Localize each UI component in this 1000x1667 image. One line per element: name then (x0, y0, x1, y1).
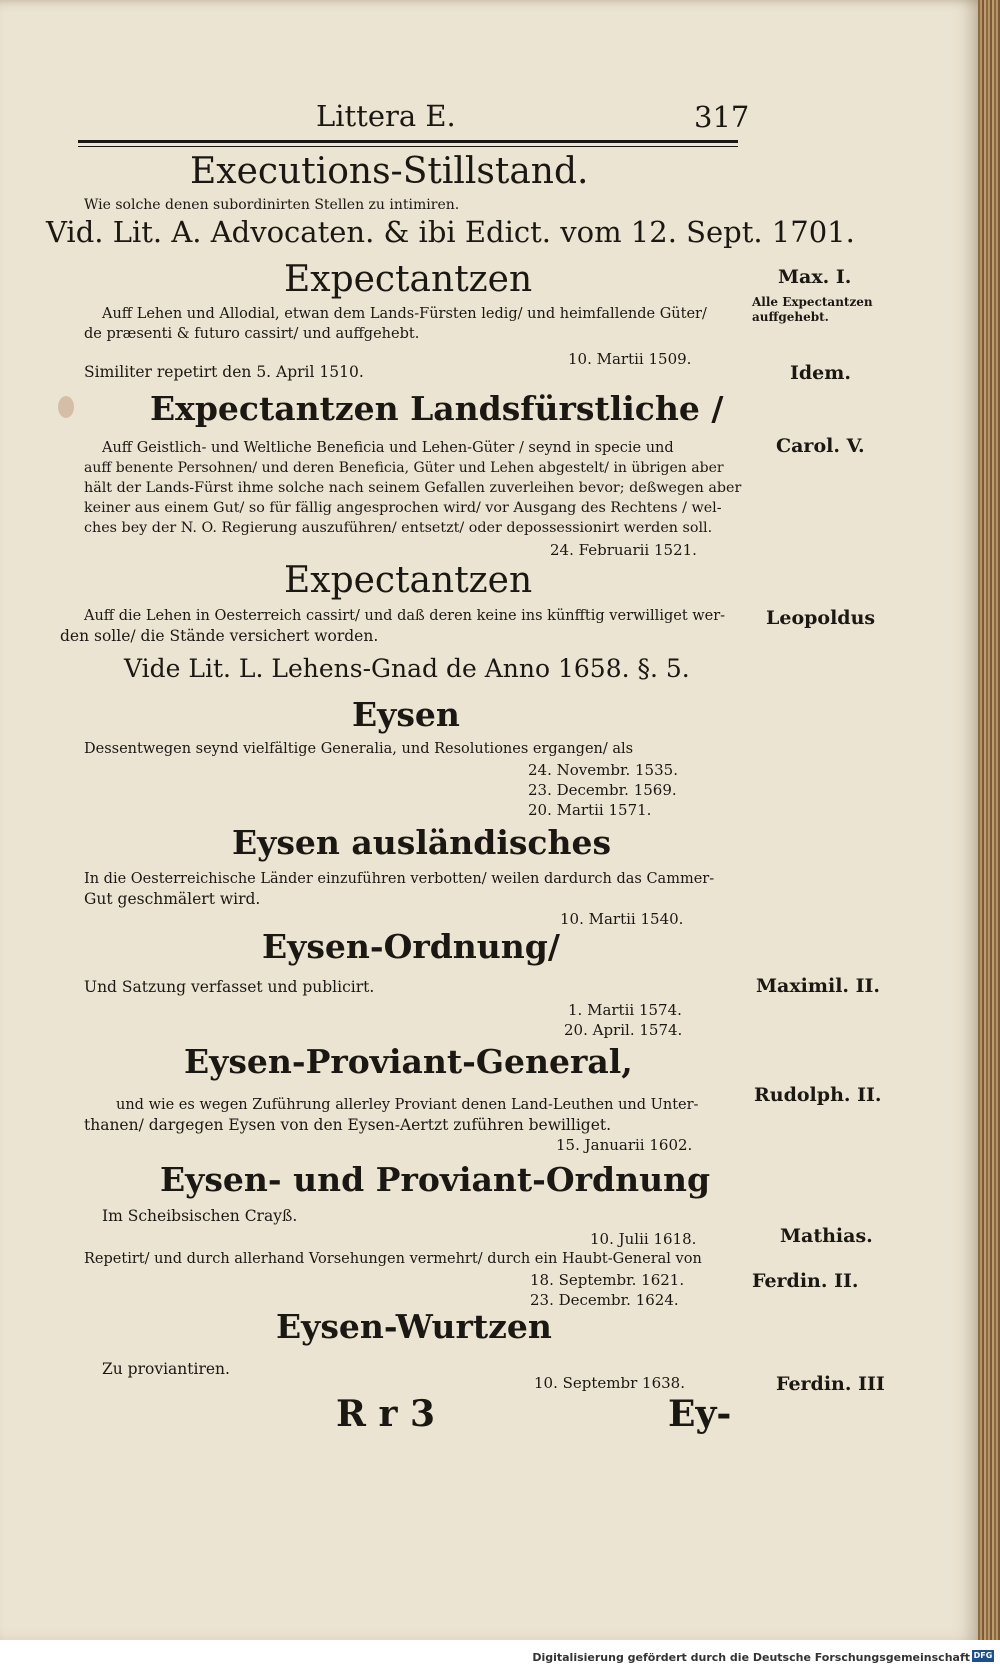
header-rule (78, 140, 738, 143)
text-line-large: Vid. Lit. A. Advocaten. & ibi Edict. vom 12. Sept. 1701. (46, 215, 855, 249)
text-line: thanen/ dargegen Eysen von den Eysen-Aertzt zuführen bewilliget. (84, 1116, 612, 1134)
heading-eysen-ordnung: Eysen-Ordnung/ (262, 927, 560, 966)
text-line: Dessentwegen seynd vielfältige Generalia, und Resolutiones ergangen/ als (84, 741, 634, 757)
text-line: den solle/ die Stände versichert worden. (60, 627, 379, 645)
date: 23. Decembr. 1569. (528, 781, 677, 799)
text-line: Repetirt/ und durch allerhand Vorsehungen vermehrt/ durch ein Haubt-General von (84, 1251, 702, 1267)
text-line: Auff die Lehen in Oesterreich cassirt/ und daß deren keine ins künfftig verwilliget wer- (84, 608, 726, 624)
heading-executions-stillstand: Executions-Stillstand. (190, 151, 589, 192)
paper-stain (58, 396, 74, 418)
margin-ruler: Carol. V. (776, 435, 865, 457)
date: 20. Martii 1571. (528, 801, 652, 819)
text-line: Similiter repetirt den 5. April 1510. (84, 363, 364, 381)
text-line: Wie solche denen subordinirten Stellen zu intimiren. (84, 197, 460, 213)
page-edge (978, 0, 1000, 1640)
text-line: ches bey der N. O. Regierung auszuführen/ entsetzt/ oder depossessionirt werden soll. (84, 520, 713, 536)
footer-credit: Digitalisierung gefördert durch die Deutsche Forschungsgemeinschaft (532, 1651, 970, 1664)
heading-eysen-auslaendisches: Eysen ausländisches (232, 823, 612, 862)
cross-reference: Vide Lit. L. Lehens-Gnad de Anno 1658. §. 5. (124, 654, 690, 683)
heading-expectantzen: Expectantzen (284, 259, 533, 300)
date: 10. Julii 1618. (590, 1230, 697, 1248)
margin-ruler: Ferdin. III (776, 1373, 885, 1395)
text-line: Im Scheibsischen Crayß. (102, 1207, 298, 1225)
header-rule-thin (78, 146, 738, 147)
date: 20. April. 1574. (564, 1021, 683, 1039)
heading-eysen-wurtzen: Eysen-Wurtzen (276, 1307, 552, 1346)
dfg-logo-icon: DFG (973, 1651, 993, 1660)
text-line: auff benente Persohnen/ und deren Beneficia, Güter und Lehen abgestelt/ in übrigen aber (84, 460, 724, 476)
heading-eysen-und-proviant-ordnung: Eysen- und Proviant-Ordnung (160, 1160, 711, 1199)
margin-ruler: Leopoldus (766, 607, 876, 629)
date: 10. Martii 1509. (568, 350, 692, 368)
catchword: Ey- (668, 1393, 732, 1435)
date: 10. Martii 1540. (560, 910, 684, 928)
margin-note: Alle Expectantzen (752, 295, 873, 309)
margin-note: auffgehebt. (752, 310, 829, 324)
text-line: keiner aus einem Gut/ so für fällig angesprochen wird/ vor Ausgang des Rechtens / wel- (84, 500, 722, 516)
date: 10. Septembr 1638. (534, 1374, 685, 1392)
date: 15. Januarii 1602. (556, 1136, 693, 1154)
signature-mark: R r 3 (336, 1393, 435, 1435)
running-header-title: Littera E. (316, 99, 456, 133)
text-line: In die Oesterreichische Länder einzuführen verbotten/ weilen dardurch das Cammer- (84, 871, 715, 887)
text-line: Und Satzung verfasset und publicirt. (84, 978, 375, 996)
heading-expectantzen: Expectantzen (284, 560, 533, 601)
text-line: Gut geschmälert wird. (84, 890, 261, 908)
margin-ruler: Rudolph. II. (754, 1084, 882, 1106)
heading-eysen-proviant-general: Eysen-Proviant-General, (184, 1042, 633, 1081)
date: 24. Februarii 1521. (550, 541, 697, 559)
date: 18. Septembr. 1621. (530, 1271, 685, 1289)
text-line: de præsenti & futuro cassirt/ und auffgehebt. (84, 326, 420, 342)
margin-ruler: Max. I. (778, 266, 852, 288)
margin-ruler: Idem. (790, 362, 851, 384)
text-line: hält der Lands-Fürst ihme solche nach seinem Gefallen zuverleihen bevor; deßwegen aber (84, 480, 742, 496)
text-line: Auff Geistlich- und Weltliche Beneficia und Lehen-Güter / seynd in specie und (102, 440, 674, 456)
margin-ruler: Mathias. (780, 1225, 873, 1247)
heading-eysen: Eysen (352, 695, 460, 734)
margin-ruler: Ferdin. II. (752, 1270, 859, 1292)
date: 1. Martii 1574. (568, 1001, 682, 1019)
heading-expectantzen-landsfuerstliche: Expectantzen Landsfürstliche / (150, 389, 724, 428)
date: 24. Novembr. 1535. (528, 761, 678, 779)
text-line: Zu proviantiren. (102, 1360, 230, 1378)
page-number: 317 (694, 100, 750, 134)
text-line: Auff Lehen und Allodial, etwan dem Lands-Fürsten ledig/ und heimfallende Güter/ (102, 306, 707, 322)
margin-ruler: Maximil. II. (756, 975, 881, 997)
text-line: und wie es wegen Zuführung allerley Proviant denen Land-Leuthen und Unter- (116, 1097, 699, 1113)
date: 23. Decembr. 1624. (530, 1291, 679, 1309)
